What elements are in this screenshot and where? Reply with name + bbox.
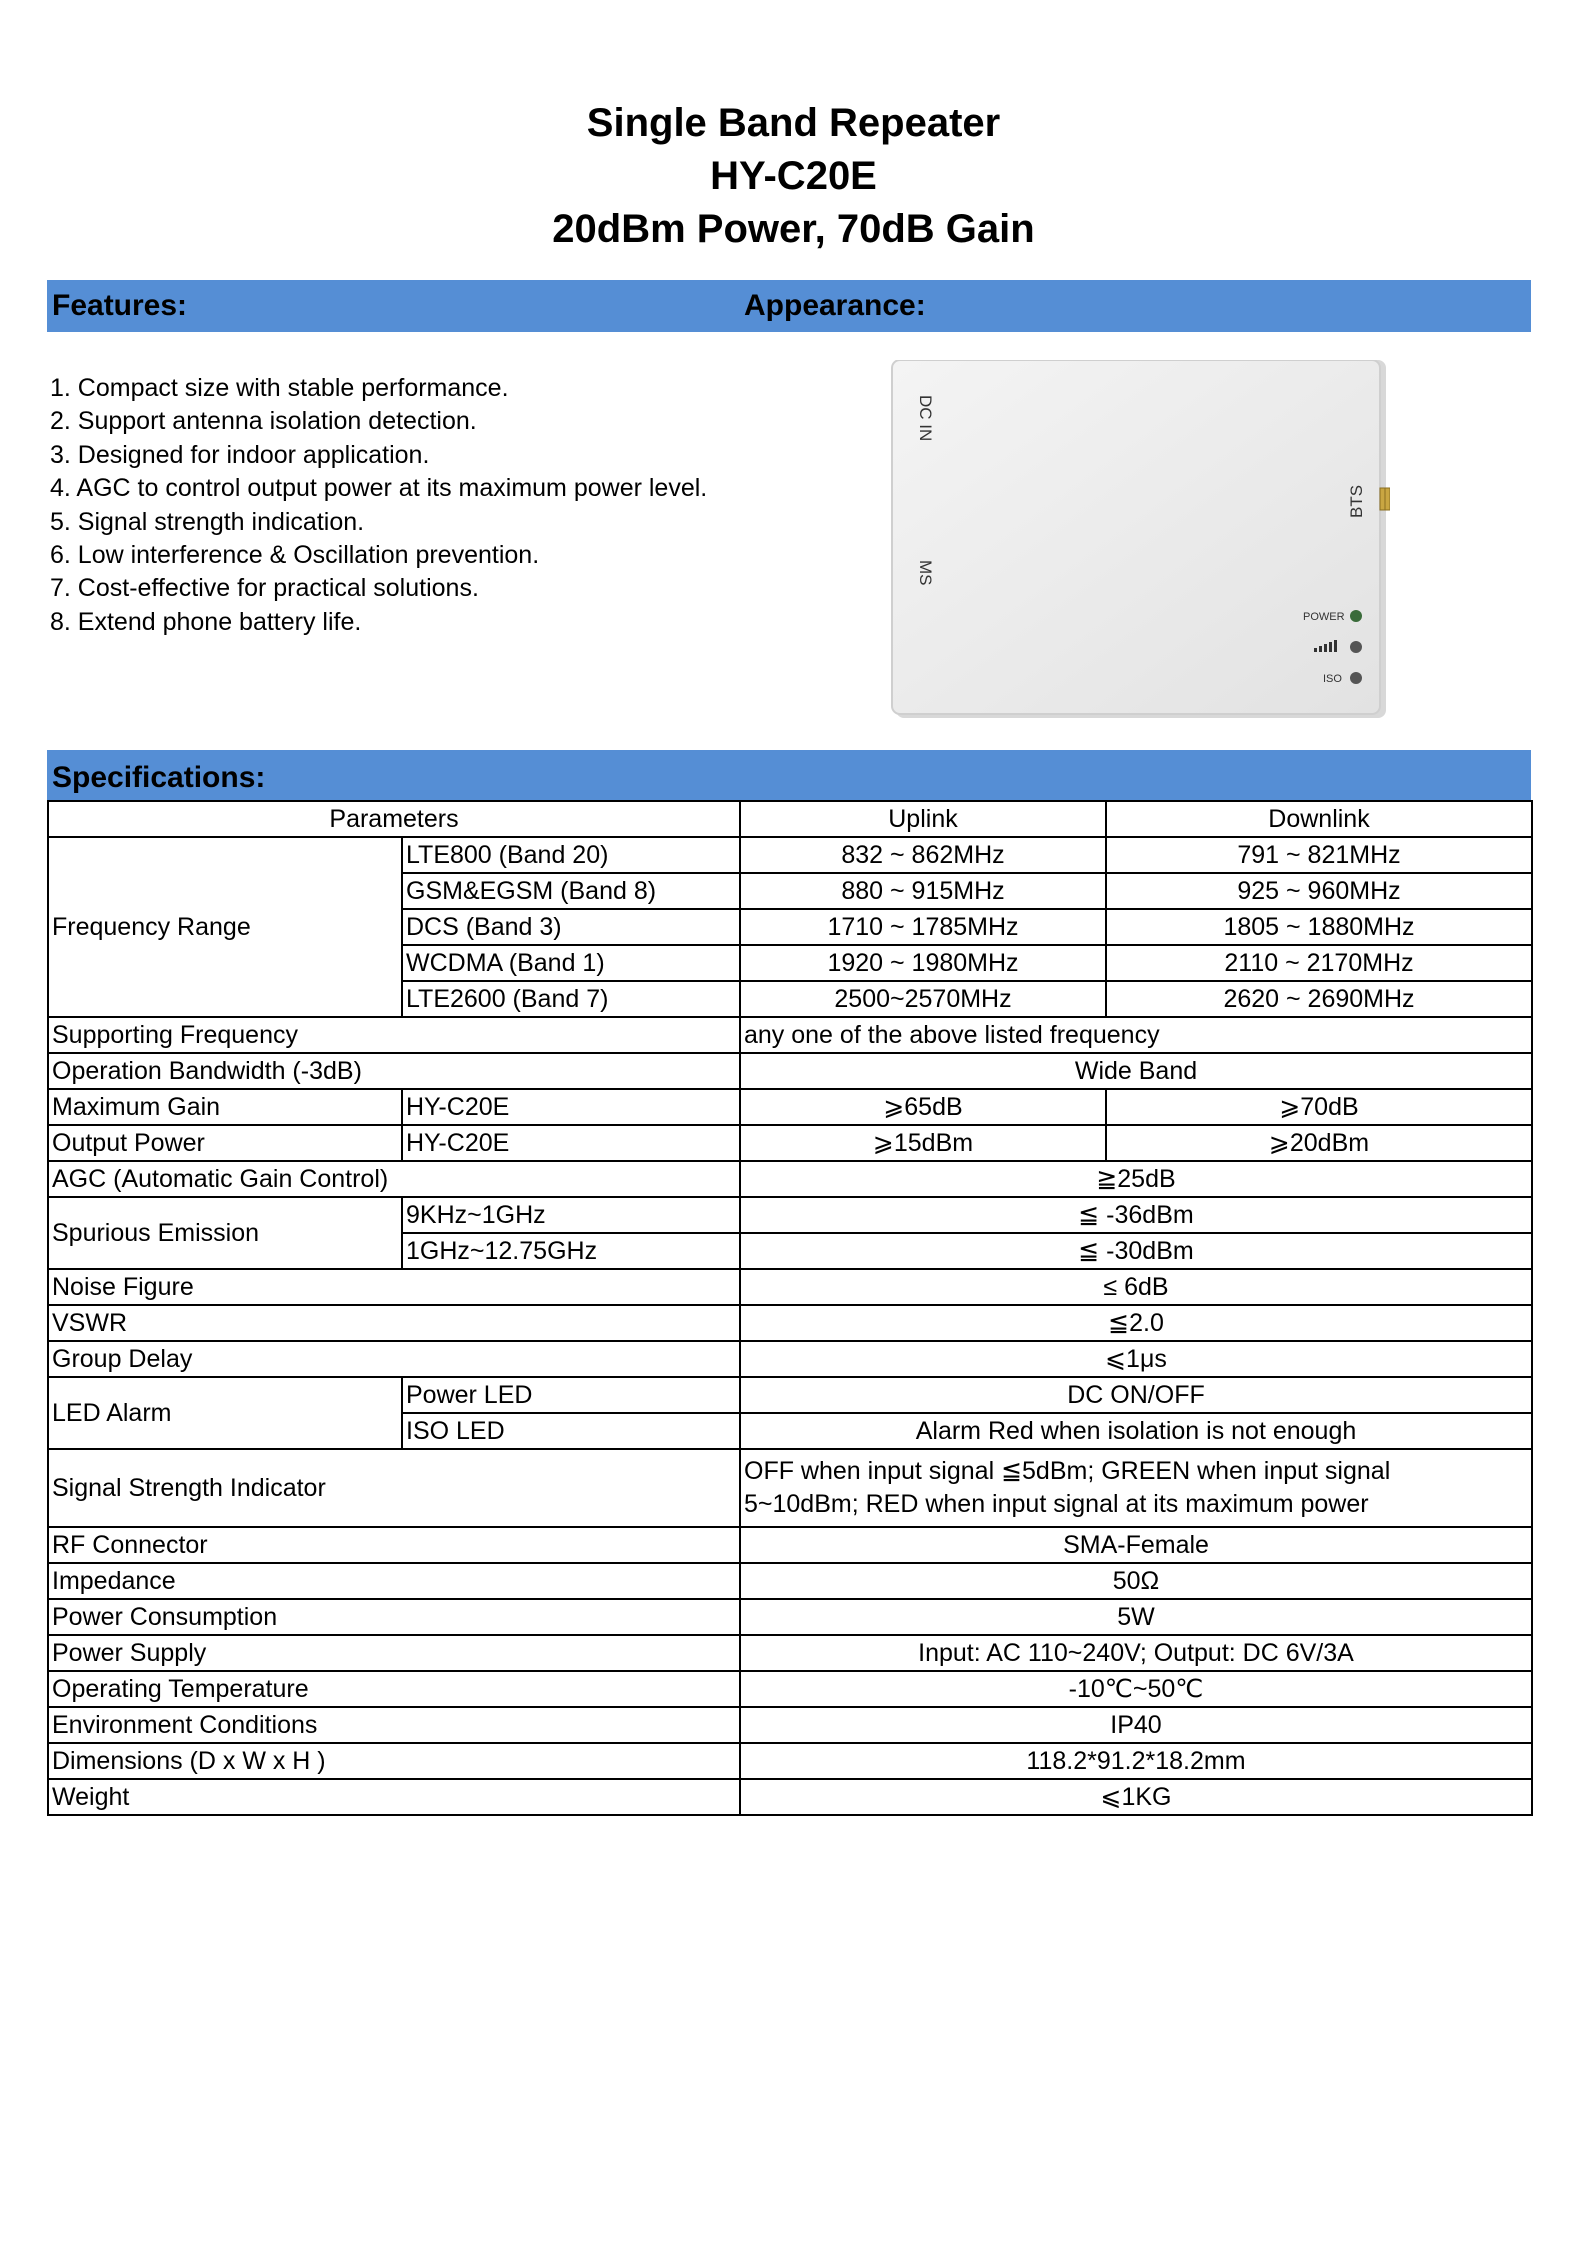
frequency-range-label: Frequency Range <box>48 837 402 1017</box>
features-list <box>50 372 710 639</box>
specifications-heading: Specifications: <box>52 761 266 794</box>
band-downlink: 2110 ~ 2170MHz <box>1106 945 1532 981</box>
appearance-heading: Appearance: <box>744 289 926 322</box>
supporting-frequency-value: any one of the above listed frequency <box>740 1017 1532 1053</box>
rf-connector-value: SMA-Female <box>740 1527 1532 1563</box>
maximum-gain-uplink: ⩾65dB <box>740 1089 1106 1125</box>
table-row <box>48 1707 1532 1743</box>
table-row <box>48 1269 1532 1305</box>
header-parameters: Parameters <box>48 801 740 837</box>
specifications-header-bar <box>47 750 1531 800</box>
operating-temperature-label: Operating Temperature <box>48 1671 740 1707</box>
operation-bandwidth-label: Operation Bandwidth (-3dB) <box>48 1053 740 1089</box>
table-row <box>48 1527 1532 1563</box>
signal-strength-value: OFF when input signal ≦5dBm; GREEN when input signal 5~10dBm; RED when input signal at its maximum power <box>740 1449 1532 1527</box>
output-power-model: HY-C20E <box>402 1125 740 1161</box>
spurious-range: 1GHz~12.75GHz <box>402 1233 740 1269</box>
operating-temperature-value: -10℃~50℃ <box>740 1671 1532 1707</box>
table-row <box>48 1635 1532 1671</box>
band-uplink: 832 ~ 862MHz <box>740 837 1106 873</box>
agc-label: AGC (Automatic Gain Control) <box>48 1161 740 1197</box>
band-name: WCDMA (Band 1) <box>402 945 740 981</box>
signal-led-icon <box>1350 641 1362 653</box>
device-body <box>892 360 1380 714</box>
feature-item: 1. Compact size with stable performance. <box>50 374 509 402</box>
band-downlink: 925 ~ 960MHz <box>1106 873 1532 909</box>
spurious-range: 9KHz~1GHz <box>402 1197 740 1233</box>
environment-label: Environment Conditions <box>48 1707 740 1743</box>
led-value: Alarm Red when isolation is not enough <box>740 1413 1532 1449</box>
table-row <box>48 1125 1532 1161</box>
group-delay-label: Group Delay <box>48 1341 740 1377</box>
table-row <box>48 837 1532 873</box>
table-row <box>48 1305 1532 1341</box>
band-downlink: 1805 ~ 1880MHz <box>1106 909 1532 945</box>
vswr-value: ≦2.0 <box>740 1305 1532 1341</box>
spurious-value: ≦ -36dBm <box>740 1197 1532 1233</box>
spurious-value: ≦ -30dBm <box>740 1233 1532 1269</box>
rf-connector-label: RF Connector <box>48 1527 740 1563</box>
agc-value: ≧25dB <box>740 1161 1532 1197</box>
band-uplink: 880 ~ 915MHz <box>740 873 1106 909</box>
band-downlink: 2620 ~ 2690MHz <box>1106 981 1532 1017</box>
table-header-row <box>48 801 1532 837</box>
table-row <box>48 1563 1532 1599</box>
maximum-gain-downlink: ⩾70dB <box>1106 1089 1532 1125</box>
specifications-table <box>47 800 1533 1816</box>
iso-led-icon <box>1350 672 1362 684</box>
header-downlink: Downlink <box>1106 801 1532 837</box>
band-name: LTE2600 (Band 7) <box>402 981 740 1017</box>
band-uplink: 2500~2570MHz <box>740 981 1106 1017</box>
title-line-3: 20dBm Power, 70dB Gain <box>552 207 1035 251</box>
features-appearance-header-bar <box>47 280 1531 332</box>
feature-item: 5. Signal strength indication. <box>50 507 365 536</box>
spurious-emission-label: Spurious Emission <box>48 1197 402 1269</box>
feature-item: 7. Cost-effective for practical solutions. <box>50 574 479 603</box>
table-row <box>48 1089 1532 1125</box>
led-name: Power LED <box>402 1377 740 1413</box>
band-name: GSM&EGSM (Band 8) <box>402 873 740 909</box>
document-title <box>0 97 1587 256</box>
table-row <box>48 1053 1532 1089</box>
power-consumption-value: 5W <box>740 1599 1532 1635</box>
noise-figure-value: ≤ 6dB <box>740 1269 1532 1305</box>
power-supply-value: Input: AC 110~240V; Output: DC 6V/3A <box>740 1635 1532 1671</box>
vswr-label: VSWR <box>48 1305 740 1341</box>
maximum-gain-label: Maximum Gain <box>48 1089 402 1125</box>
iso-led-label: ISO <box>1323 673 1342 685</box>
table-row <box>48 1377 1532 1413</box>
output-power-label: Output Power <box>48 1125 402 1161</box>
title-line-1: Single Band Repeater <box>586 101 1001 145</box>
features-heading: Features: <box>52 289 188 322</box>
impedance-label: Impedance <box>48 1563 740 1599</box>
signal-strength-label: Signal Strength Indicator <box>48 1449 740 1527</box>
led-name: ISO LED <box>402 1413 740 1449</box>
band-uplink: 1710 ~ 1785MHz <box>740 909 1106 945</box>
band-name: LTE800 (Band 20) <box>402 837 740 873</box>
table-row <box>48 1341 1532 1377</box>
weight-label: Weight <box>48 1779 740 1815</box>
led-alarm-label: LED Alarm <box>48 1377 402 1449</box>
power-supply-label: Power Supply <box>48 1635 740 1671</box>
feature-item: 6. Low interference & Oscillation prevention. <box>50 541 540 570</box>
table-row <box>48 1449 1532 1527</box>
title-line-2: HY-C20E <box>710 154 877 198</box>
table-row <box>48 1671 1532 1707</box>
dimensions-value: 118.2*91.2*18.2mm <box>740 1743 1532 1779</box>
ms-label: MS <box>916 560 935 586</box>
table-row <box>48 1599 1532 1635</box>
table-row <box>48 1017 1532 1053</box>
power-led-label: POWER <box>1303 611 1345 623</box>
table-row <box>48 1743 1532 1779</box>
impedance-value: 50Ω <box>740 1563 1532 1599</box>
band-name: DCS (Band 3) <box>402 909 740 945</box>
feature-item: 2. Support antenna isolation detection. <box>50 407 477 436</box>
repeater-device-image <box>890 360 1390 720</box>
environment-value: IP40 <box>740 1707 1532 1743</box>
weight-value: ⩽1KG <box>740 1779 1532 1815</box>
maximum-gain-model: HY-C20E <box>402 1089 740 1125</box>
led-value: DC ON/OFF <box>740 1377 1532 1413</box>
group-delay-value: ⩽1μs <box>740 1341 1532 1377</box>
header-uplink: Uplink <box>740 801 1106 837</box>
table-row <box>48 1161 1532 1197</box>
output-power-uplink: ⩾15dBm <box>740 1125 1106 1161</box>
dimensions-label: Dimensions (D x W x H ) <box>48 1743 740 1779</box>
feature-item: 8. Extend phone battery life. <box>50 607 362 636</box>
bts-connector-icon <box>1380 488 1390 510</box>
power-led-icon <box>1350 610 1362 622</box>
band-uplink: 1920 ~ 1980MHz <box>740 945 1106 981</box>
table-row <box>48 1779 1532 1815</box>
output-power-downlink: ⩾20dBm <box>1106 1125 1532 1161</box>
noise-figure-label: Noise Figure <box>48 1269 740 1305</box>
bts-label: BTS <box>1347 484 1366 518</box>
table-row <box>48 1197 1532 1233</box>
band-downlink: 791 ~ 821MHz <box>1106 837 1532 873</box>
operation-bandwidth-value: Wide Band <box>740 1053 1532 1089</box>
feature-item: 3. Designed for indoor application. <box>50 440 430 469</box>
power-consumption-label: Power Consumption <box>48 1599 740 1635</box>
supporting-frequency-label: Supporting Frequency <box>48 1017 740 1053</box>
dc-in-label: DC IN <box>916 395 935 442</box>
feature-item: 4. AGC to control output power at its maximum power level. <box>50 474 708 503</box>
